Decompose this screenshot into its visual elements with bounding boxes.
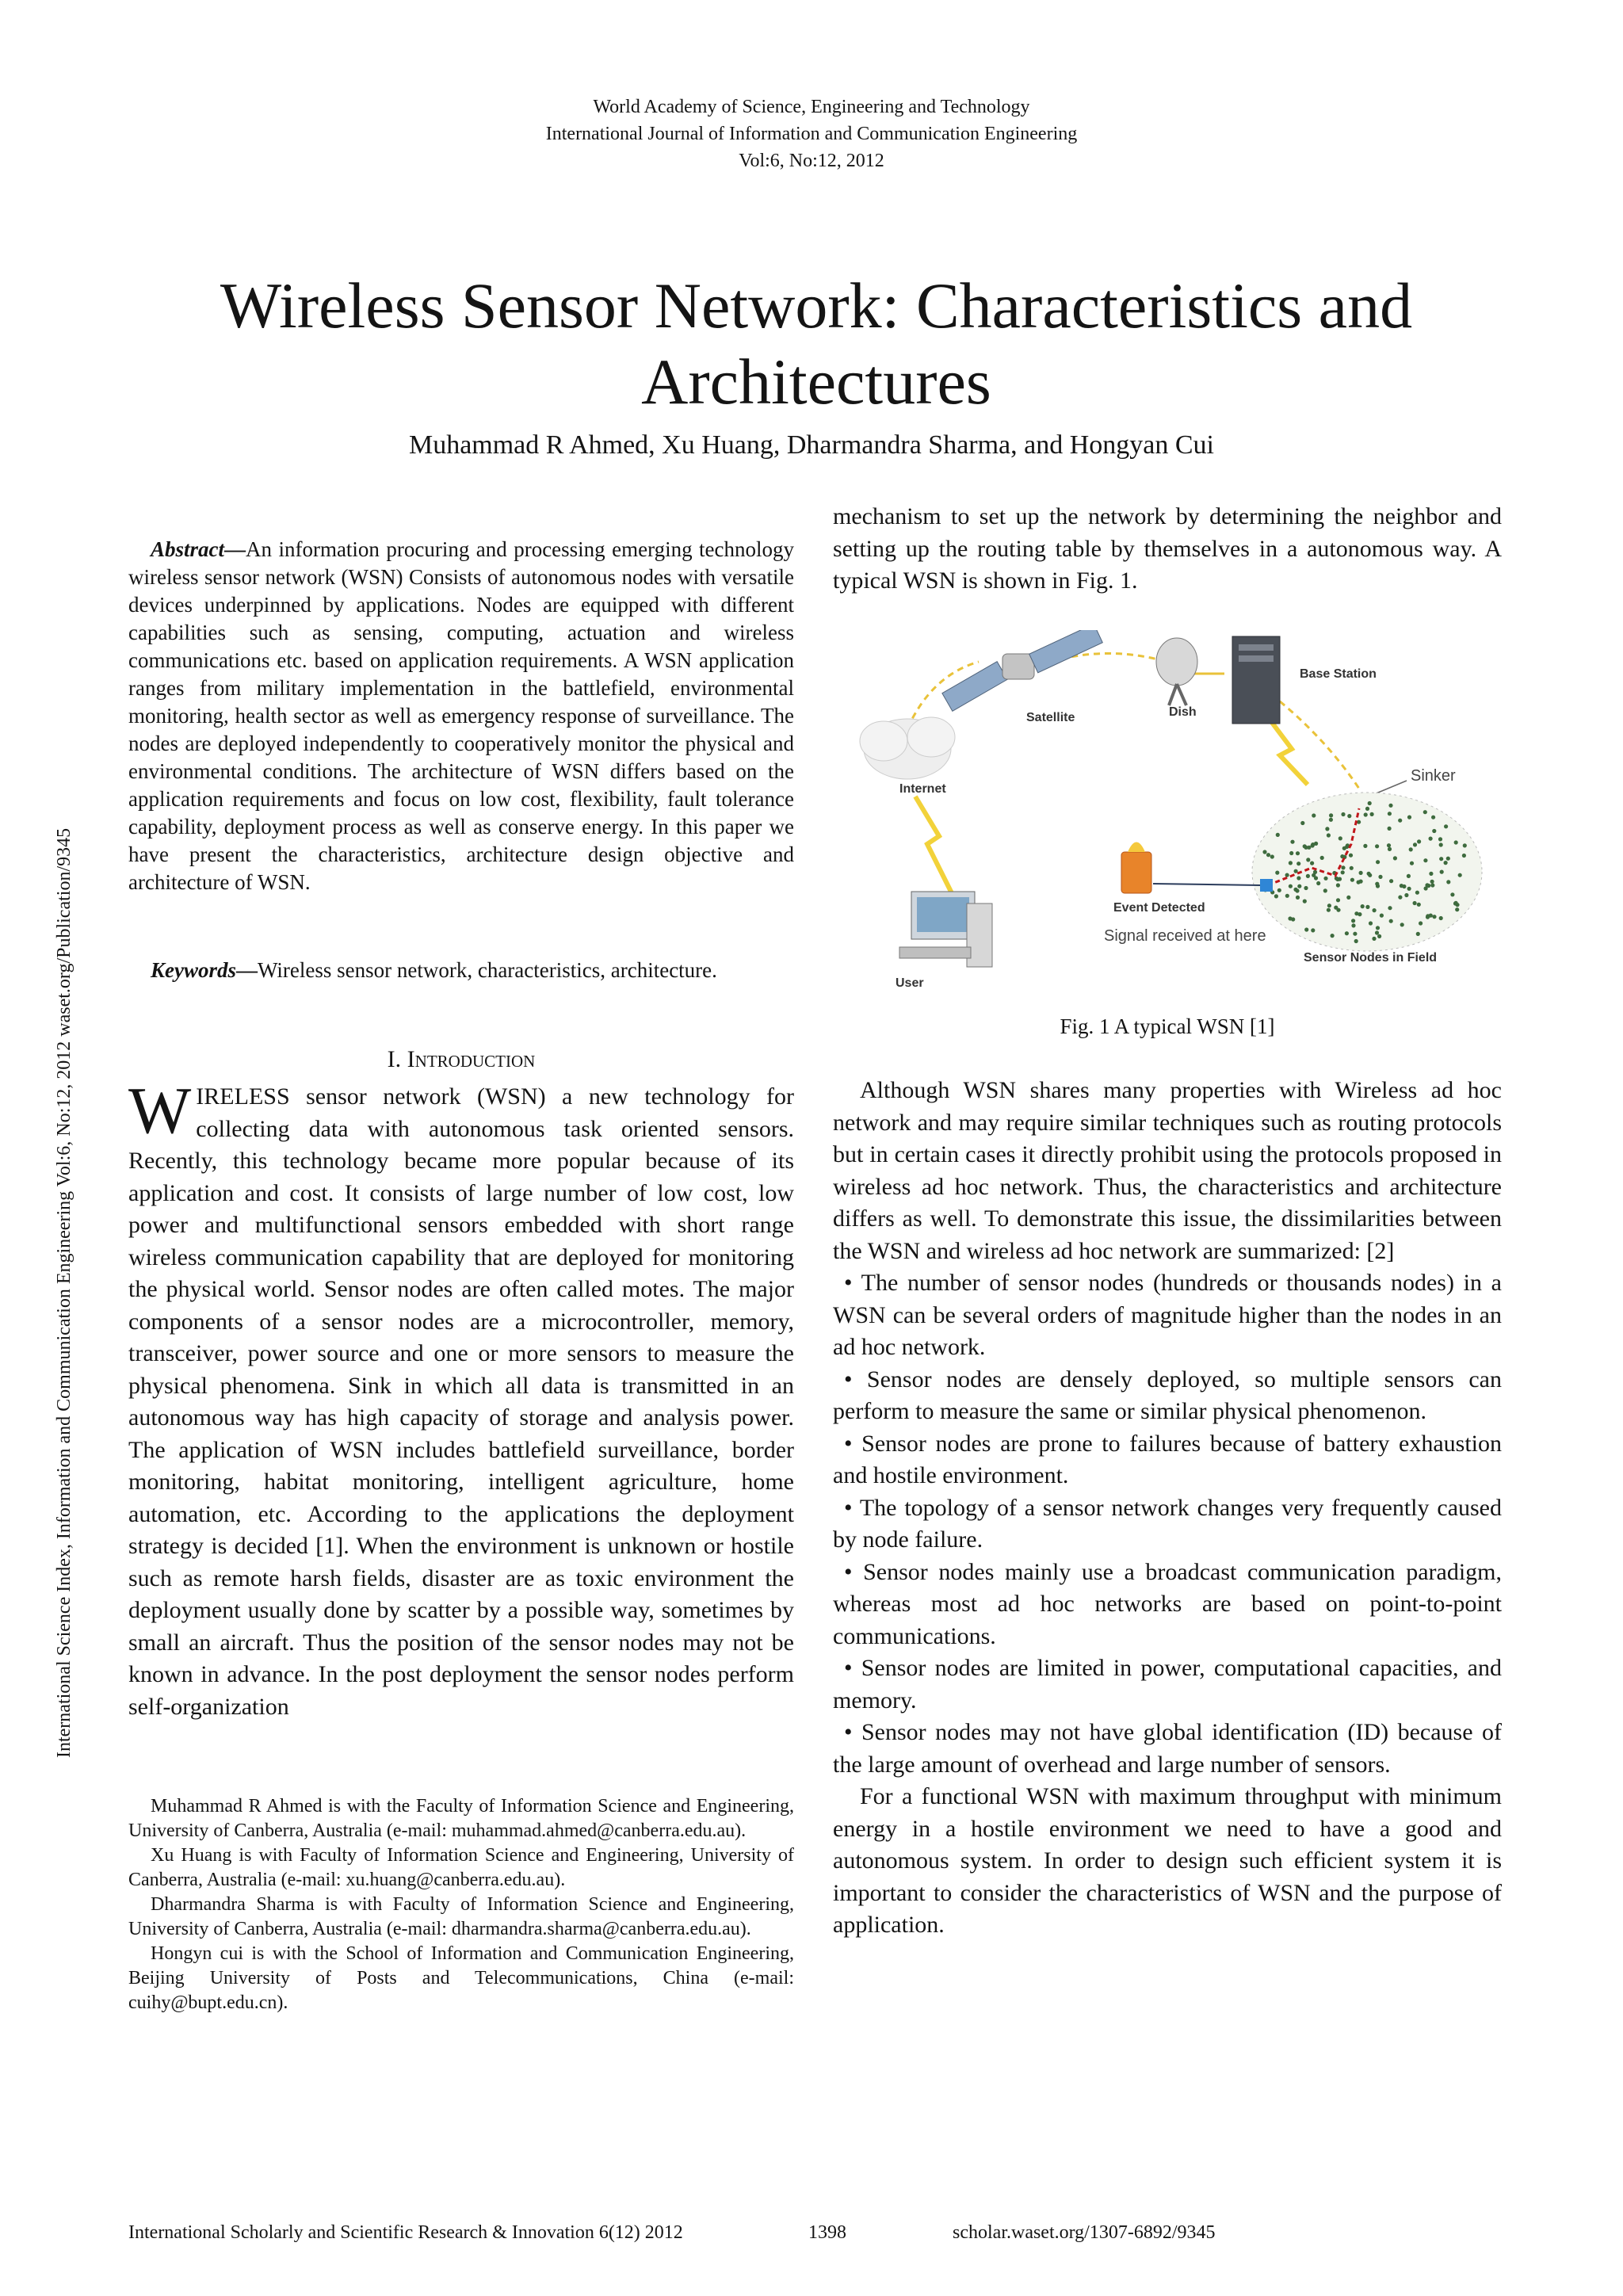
sensor-node <box>1430 880 1434 884</box>
sensor-node <box>1338 836 1342 840</box>
paper-title <box>119 268 1514 420</box>
label-signal: Signal received at here <box>1104 927 1266 945</box>
section-title: Introduction <box>407 1046 536 1072</box>
sensor-node <box>1304 886 1308 890</box>
author-footnotes <box>128 1794 794 2015</box>
sensor-node <box>1375 930 1379 934</box>
label-dish: Dish <box>1169 705 1197 719</box>
bullet-marker: • <box>844 1558 853 1585</box>
sensor-node <box>1409 847 1413 851</box>
sensor-node <box>1325 827 1329 831</box>
sensor-node <box>1410 861 1414 865</box>
sensor-node <box>1311 928 1315 932</box>
sensor-node <box>1444 861 1448 865</box>
sensor-node <box>1289 884 1293 888</box>
sensor-node <box>1454 901 1458 905</box>
sensor-node <box>1335 877 1339 881</box>
title-line-1: Wireless Sensor Network: Characteristics and <box>220 269 1413 342</box>
sensor-node <box>1354 939 1358 943</box>
bullet-item <box>833 1364 1502 1428</box>
bullet-text: The number of sensor nodes (hundreds or thousands nodes) in a WSN can be several orders of magnitude higher than the nodes in an ad hoc network. <box>833 1270 1502 1360</box>
sensor-node <box>1446 880 1450 884</box>
lightning-internet-user <box>915 797 955 900</box>
sensor-node <box>1331 934 1335 938</box>
abstract-paragraph <box>128 536 794 896</box>
sensor-node <box>1439 857 1443 861</box>
comparison-paragraph: Although WSN shares many properties with Wireless ad hoc network and may require similar techniques such as routing protocols but in certain cases it directly prohibit using the protocols proposed in wireless ad hoc network. Thus, the characteristics and architecture differs as well. To demonstrate this issue, the dissimilarities between the WSN and wireless ad hoc network are summarized: [2] <box>833 1077 1502 1264</box>
sensor-node <box>1439 916 1443 920</box>
sensor-node <box>1296 896 1300 900</box>
sensor-node <box>1376 926 1380 930</box>
intro-paragraph <box>128 1074 794 1723</box>
sensor-node <box>1432 915 1436 919</box>
footnote: Xu Huang is with Faculty of Information Science and Engineering, University of Canberra, Australia (e-mail: xu.huang@canberra.edu.au). <box>128 1845 794 1890</box>
journal-volume: Vol:6, No:12, 2012 <box>739 151 884 171</box>
sensor-node <box>1415 891 1419 895</box>
sensor-node <box>1417 903 1421 907</box>
sensor-node <box>1336 883 1340 887</box>
section-number: I. <box>387 1046 402 1072</box>
sensor-node <box>1285 894 1289 898</box>
section-heading <box>128 1046 794 1073</box>
sensor-node <box>1423 810 1427 814</box>
sensor-node <box>1350 878 1354 882</box>
sensor-node <box>1341 865 1345 869</box>
keywords-dash: — <box>236 958 258 982</box>
sensor-node <box>1429 837 1433 841</box>
sensor-node <box>1312 873 1316 877</box>
sensor-node <box>1463 843 1467 847</box>
bullet-text: Sensor nodes are densely deployed, so multiple sensors can perform to measure the same or similar physical phenomenon. <box>833 1366 1502 1424</box>
sensor-node <box>1323 877 1327 881</box>
sensor-node <box>1375 882 1379 886</box>
sensor-node <box>1389 879 1393 883</box>
label-sinker: Sinker <box>1411 767 1456 785</box>
sensor-node <box>1370 812 1374 816</box>
sensor-node <box>1400 884 1403 888</box>
keywords-paragraph <box>128 957 794 984</box>
computer-icon <box>899 892 992 967</box>
sensor-node <box>1372 937 1376 941</box>
introduction-body <box>128 1074 794 1723</box>
label-base-station: Base Station <box>1300 667 1377 681</box>
sensor-field <box>1252 793 1482 951</box>
sensor-node <box>1311 843 1315 847</box>
right-intro-continuation <box>833 501 1502 598</box>
sensor-node <box>1431 816 1435 819</box>
label-user: User <box>896 976 924 990</box>
sensor-node <box>1388 804 1392 808</box>
event-arrow <box>1153 884 1260 885</box>
bullet-text: The topology of a sensor network changes very frequently caused by node failure. <box>833 1494 1502 1553</box>
sensor-node <box>1289 861 1293 865</box>
sensor-node <box>1357 881 1361 884</box>
continuation-paragraph: mechanism to set up the network by determining the neighbor and setting up the routing table by themselves in a autonomous way. A typical WSN is shown in Fig. 1. <box>833 503 1502 594</box>
sensor-node <box>1296 876 1300 880</box>
bullet-marker: • <box>844 1270 853 1296</box>
sensor-node <box>1419 921 1423 925</box>
satellite-icon <box>942 630 1102 711</box>
sensor-node <box>1388 827 1392 831</box>
sensor-node <box>1353 932 1357 936</box>
sensor-node <box>1368 873 1372 877</box>
closing-paragraph: For a functional WSN with maximum throughput with minimum energy in a hostile environment we need to have a good and autonomous system. In order to design such efficient system it is important to consider the characteristics of WSN and the purpose of application. <box>833 1783 1502 1938</box>
sensor-node <box>1450 892 1454 896</box>
sensor-node <box>1423 858 1427 862</box>
bullet-item <box>833 1428 1502 1492</box>
sensor-node <box>1300 821 1304 825</box>
sensor-node <box>1413 901 1417 905</box>
sensor-node <box>1369 921 1373 925</box>
sensor-node <box>1432 829 1436 833</box>
sensor-node <box>1346 896 1350 900</box>
sensor-node <box>1377 934 1381 938</box>
bullet-item <box>833 1717 1502 1781</box>
right-column-body <box>833 1075 1502 1942</box>
sensor-node <box>1373 908 1377 912</box>
label-satellite: Satellite <box>1026 711 1075 724</box>
author-list: Muhammad R Ahmed, Xu Huang, Dharmandra Sharma, and Hongyan Cui <box>408 430 1215 460</box>
sensor-node <box>1407 887 1411 891</box>
bullet-text: Sensor nodes mainly use a broadcast communication paradigm, whereas most ad hoc networks are based on point-to-point communications. <box>833 1558 1503 1649</box>
sensor-node <box>1266 853 1270 857</box>
sensor-node <box>1334 906 1338 910</box>
bullet-marker: • <box>844 1719 853 1745</box>
cloud-icon <box>860 717 955 779</box>
footnote: Hongyn cui is with the School of Information and Communication Engineering, Beijing University of Posts and Telecommunications, China (e-mail: cuihy@bupt.edu.cn). <box>128 1943 794 2013</box>
sensor-node <box>1329 813 1333 817</box>
sensor-node <box>1400 923 1404 926</box>
sensor-node <box>1388 812 1392 816</box>
bullet-text: Sensor nodes are limited in power, computational capacities, and memory. <box>833 1655 1502 1713</box>
label-event: Event Detected <box>1113 901 1205 915</box>
detecting-node <box>1260 879 1273 892</box>
sensor-node <box>1303 844 1307 848</box>
sensor-node <box>1378 875 1382 879</box>
label-sensor-nodes: Sensor Nodes in Field <box>1304 951 1438 965</box>
sensor-node <box>1429 872 1433 876</box>
sensor-node <box>1416 932 1420 936</box>
sensor-node <box>1345 931 1349 935</box>
keywords-label: Keywords <box>151 958 236 982</box>
sensor-node <box>1341 870 1345 874</box>
sensor-node <box>1276 833 1280 837</box>
sensor-node <box>1407 816 1411 819</box>
abstract-text: An information procuring and processing emerging technology wireless sensor network (WSN) Consists of autonomous nodes with versatile devices underpinned by applications. Nodes are equipped with different capabilities such as sensing, computing, actuation and wireless communications etc. based on application requirements. A WSN application ranges from military implementation in the battlefield, environmental monitoring, health sector as well as emergency response of surveillance. The nodes are deployed independently to cooperatively monitor the physical and environmental conditions. The architecture of WSN differs based on the application requirements and focus on low cost, flexibility, fault tolerance capability, deployment process as well as conserve energy. In this paper we have present the characteristics, architecture design objective and architecture of WSN. <box>128 537 794 894</box>
footer-publisher: International Scholarly and Scientific Research & Innovation 6(12) 2012 <box>128 2222 683 2243</box>
bullet-item <box>833 1267 1502 1364</box>
sensor-node <box>1297 884 1301 888</box>
sensor-node <box>1388 906 1392 910</box>
sensor-node <box>1363 844 1367 848</box>
sensor-node <box>1357 820 1361 824</box>
figure-caption: Fig. 1 A typical WSN [1] <box>1060 1014 1275 1038</box>
sensor-node <box>1380 914 1384 918</box>
footer-page-number: 1398 <box>808 2222 846 2243</box>
keywords-block <box>128 957 794 984</box>
bullet-item <box>833 1652 1502 1717</box>
sensor-node <box>1444 824 1448 828</box>
sensor-node <box>1438 837 1442 841</box>
sensor-node <box>1440 870 1444 874</box>
sensor-node <box>1398 896 1402 900</box>
sensor-node <box>1350 866 1354 870</box>
sensor-node <box>1262 850 1266 854</box>
sensor-node <box>1312 813 1316 817</box>
sensor-node <box>1306 874 1310 878</box>
sensor-node <box>1274 894 1278 898</box>
sensor-node <box>1327 904 1331 907</box>
intro-text: IRELESS sensor network (WSN) a new technology for collecting data with autonomous task oriented sensors. Recently, this technology became more popular because of its application and cost. It consists of large number of low cost, low power and multifunctional sensors embedded with short range wireless communication capability that are deployed for monitoring the physical world. Sensor nodes are often called motes. The major components of a sensor nodes are a microcontroller, memory, transceiver, power source and one or more sensors to measure the physical phenomena. Sink in which all data is transmitted in an autonomous way has high capacity of storage and analysis power. The application of WSN includes battlefield surveillance, border monitoring, habitat monitoring, intelligent agriculture, home automation, etc. According to the applications the deployment strategy is decided [1]. When the environment is unknown or hostile such as remote harsh fields, disaster are as toxic environment the deployment usually done by scatter by a possible way, sometimes by small an aircraft. Thus the position of the sensor nodes may not be known in advance. In the post deployment the sensor nodes perform self-organization <box>128 1083 794 1720</box>
sensor-node <box>1462 854 1466 858</box>
sensor-node <box>1295 888 1299 892</box>
journal-subtitle: International Journal of Information and Communication Engineering <box>545 124 1078 144</box>
bullet-text: Sensor nodes may not have global identification (ID) because of the large amount of overhead and large number of sensors. <box>833 1719 1503 1778</box>
sensor-node <box>1270 854 1274 858</box>
lightning-base-field <box>1268 717 1308 785</box>
sensor-node <box>1347 814 1351 818</box>
sensor-node <box>1393 856 1397 860</box>
sensor-node <box>1455 907 1459 911</box>
wsn-figure <box>852 630 1486 1003</box>
bullet-marker: • <box>844 1655 853 1681</box>
sensor-node <box>1296 861 1300 865</box>
bullet-text: Sensor nodes are prone to failures because of battery exhaustion and hostile environment. <box>833 1430 1502 1488</box>
sensor-node <box>1303 900 1307 904</box>
sensor-node <box>1407 874 1411 878</box>
sensor-node <box>1289 851 1293 855</box>
sensor-node <box>1389 919 1393 923</box>
sensor-node <box>1314 842 1318 846</box>
footnote: Dharmandra Sharma is with Faculty of Information Science and Engineering, University of Canberra, Australia (e-mail: dharmandra.sharma@canberra.edu.au). <box>128 1894 794 1939</box>
journal-header <box>0 94 1623 174</box>
sensor-node <box>1291 917 1295 921</box>
sensor-node <box>1336 898 1340 902</box>
sensor-node <box>1439 842 1443 846</box>
sensor-node <box>1361 904 1365 908</box>
footnote: Muhammad R Ahmed is with the Faculty of Information Science and Engineering, University of Canberra, Australia (e-mail: muhammad.ahmed@canberra.edu.au). <box>128 1796 794 1841</box>
label-internet: Internet <box>899 782 946 796</box>
sensor-node <box>1296 851 1300 855</box>
fire-icon <box>1121 842 1151 894</box>
sensor-node <box>1351 923 1355 927</box>
title-line-2: Architectures <box>641 346 991 418</box>
journal-name: World Academy of Science, Engineering and Technology <box>593 97 1030 117</box>
server-icon <box>1232 636 1280 724</box>
sensor-node <box>1341 812 1345 816</box>
sensor-node <box>1306 858 1310 861</box>
sensor-node <box>1342 846 1346 850</box>
sensor-node <box>1376 860 1380 864</box>
sensor-node <box>1285 873 1289 877</box>
sensor-node <box>1310 861 1314 865</box>
sensor-node <box>1275 871 1279 875</box>
sensor-node <box>1304 927 1308 931</box>
sensor-node <box>1354 911 1358 915</box>
side-publication-id: International Science Index, Information and Communication Engineering Vol:6, No:12, 2012 waset.org/Publication/9345 <box>54 827 74 1758</box>
sensor-node <box>1365 807 1369 811</box>
bullet-item <box>833 1492 1502 1557</box>
bullet-item <box>833 1557 1502 1653</box>
keywords-text: Wireless sensor network, characteristics, architecture. <box>258 958 717 982</box>
sensor-node <box>1323 888 1327 892</box>
bullet-marker: • <box>844 1430 853 1457</box>
sensor-node <box>1327 908 1331 912</box>
sensor-node <box>1277 888 1281 892</box>
abstract-block <box>128 536 794 896</box>
sensor-node <box>1290 840 1294 844</box>
sensor-node <box>1316 881 1320 885</box>
sensor-node <box>1446 857 1450 861</box>
sensor-node <box>1398 819 1402 823</box>
sensor-node <box>1430 883 1434 887</box>
drop-cap: W <box>128 1074 192 1148</box>
abstract-label: Abstract <box>151 537 225 561</box>
sensor-node <box>1364 812 1368 816</box>
sensor-node <box>1368 801 1372 805</box>
sensor-node <box>1388 847 1392 851</box>
dish-icon <box>1156 638 1197 705</box>
sensor-node <box>1425 883 1429 887</box>
sensor-node <box>1359 871 1363 875</box>
bullet-marker: • <box>844 1366 853 1392</box>
sensor-node <box>1375 844 1379 848</box>
sensor-node <box>1387 843 1391 847</box>
sensor-node <box>1365 905 1369 909</box>
sensor-node <box>1417 839 1421 843</box>
sensor-node <box>1351 919 1355 923</box>
sensor-node <box>1454 840 1458 844</box>
sensor-node <box>1329 818 1333 822</box>
footer-url: scholar.waset.org/1307-6892/9345 <box>953 2222 1216 2243</box>
sensor-node <box>1327 833 1331 837</box>
abstract-dash: — <box>224 537 246 561</box>
sensor-node <box>1458 873 1462 877</box>
sensor-node <box>1413 842 1417 846</box>
sensor-node <box>1404 893 1408 897</box>
sensor-node <box>1426 914 1430 918</box>
bullet-marker: • <box>844 1494 853 1521</box>
sensor-node <box>1320 856 1324 860</box>
sensor-node <box>1349 854 1353 858</box>
